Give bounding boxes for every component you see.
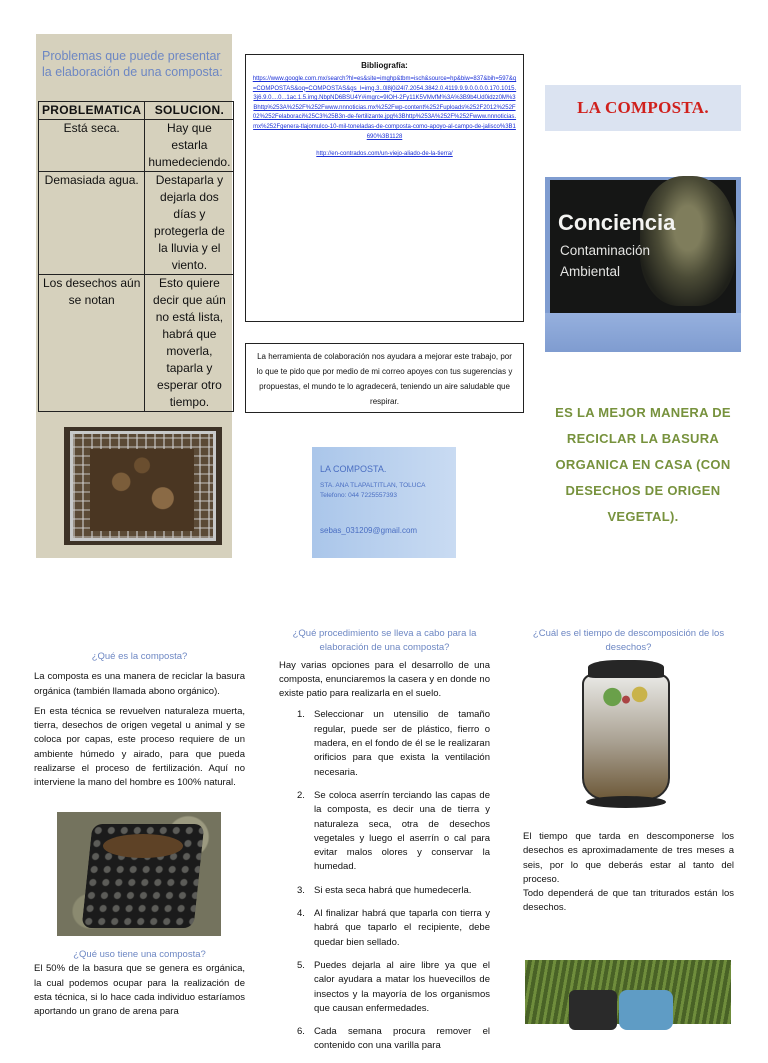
table-header-row — [39, 102, 234, 120]
table-cell: Los desechos aún se notan — [39, 275, 145, 412]
drum-base — [586, 796, 666, 808]
question-heading: ¿Qué es la composta? — [91, 651, 188, 662]
bibliography-link[interactable]: https://www.google.com.mx/search?hl=es&site=imghp&tbm=isch&source=hp&biw=837&bih=597&q=COMPOSTAS&oq=COMPOSTAS&gs_l=img.3..0l8j0i24l7.2054.3842.0.4119.9.9.0.0.0.0.170.1015.3j6.9.0....0...1ac.1.5.img.NbpND6BSU4Y#imgrc=9IOH-2Fy11K5VMvfM%3A%3B9b4Ud0idzz0M%3Bhttp%253A%252F%252Fwww.nnnoticias.mx%252Fwp-content%252Fuploads%252F2012%252F02%252Felaboraci%25C3%25B3n-de-fertilizante.jpg%3Bhttp%253A%252F%252Fwww.nnnoticias.mx%252Fgenera-tlajomulco-10-mil-toneladas-de-composta-como-apoyo-al-campo-de-jalisco%3B1690%3B1128 — [252, 76, 517, 140]
banner-image — [550, 180, 736, 313]
question-heading: ¿Cuál es el tiempo de descomposición de los desechos? — [532, 628, 725, 654]
contact-card — [312, 447, 456, 558]
list-item: 1. Seleccionar un utensilio de tamaño regular, puede ser de plástico, fierro o madera, en el fondo de él se le realizaran orificios para que exista la ventilación necesaria. — [297, 709, 490, 778]
paragraph: El 50% de la basura que se genera es orgánica, la cual podemos ocupar para la realización de esta técnica, si lo hace cada individuo estaríamos aportando un grano de arena para — [34, 963, 245, 1018]
banner-line-1: Conciencia — [558, 210, 676, 235]
bibliography-box — [245, 54, 524, 322]
column-1-lower — [34, 948, 245, 1019]
tagline: ES LA MEJOR MANERA DE RECICLAR LA BASURA ORGANICA EN CASA (CON DESECHOS DE ORIGEN VEGETAL). — [555, 405, 731, 524]
column-2 — [279, 627, 490, 1063]
paragraph: Hay varias opciones para el desarrollo de una composta, enunciaremos la casera y en donde no existe patio para realizarla en el suelo. — [279, 659, 490, 700]
column-3 — [523, 627, 734, 662]
header-solucion: SOLUCION. — [145, 102, 234, 120]
table-cell: Esto quiere decir que aún no está lista, habrá que moverla, taparla y esperar otro tiempo. — [145, 275, 234, 412]
banner-line-3: Ambiental — [560, 264, 621, 279]
soil-shape — [90, 449, 194, 531]
contact-email[interactable]: sebas_031209@gmail.com — [320, 526, 418, 535]
question-heading: ¿Qué procedimiento se lleva a cabo para la elaboración de una composta? — [292, 628, 477, 654]
list-item: 4. Al finalizar habrá que taparla con tierra y habrá que taparlo el recipiente, debe quedar bien sellado. — [297, 908, 490, 948]
table-row — [39, 275, 234, 412]
compost-bin-photo — [57, 812, 221, 936]
conciencia-banner — [545, 177, 741, 352]
page-title: LA COMPOSTA. — [577, 98, 709, 117]
table-cell: Destaparla y dejarla dos días y protegerla de la lluvia y el viento. — [145, 172, 234, 275]
compost-drum-photo — [580, 660, 672, 810]
question-heading: ¿Qué uso tiene una composta? — [73, 949, 206, 960]
list-item: 5. Puedes dejarla al aire libre ya que el calor ayudara a matar los huevecillos de insectos y la mayoría de los organismos que causan enfermedades. — [297, 959, 490, 1014]
face-shape — [640, 176, 736, 306]
table-cell: Demasiada agua. — [39, 172, 145, 275]
list-item: 2. Se coloca aserrín terciando las capas de la composta, es decir una de tierra y naturaleza seca, otra de desechos vegetales y luego el aserrín o cal para evitar malos olores y conservar la humedad. — [297, 789, 490, 873]
drum-lid — [588, 660, 664, 678]
problems-table — [38, 101, 234, 412]
contact-title: LA COMPOSTA. — [320, 464, 387, 474]
list-item: 3. Si esta seca habrá que humedecerla. — [297, 884, 472, 896]
paragraph: En esta técnica se revuelven naturaleza muerta, tierra, desechos de origen vegetal u animal y se coloca por capas, este proceso requiere de un ambiente húmedo y airado, para que pueda realizarse el proceso de fertilización. Aquí no interviene la mano del hombre es 100% natural. — [34, 705, 245, 789]
compost-basket-photo — [64, 427, 222, 545]
banner-strip — [545, 313, 741, 352]
bibliography-link[interactable]: http://en-contrados.com/un-viejo-aliado-de-la-tierra/ — [316, 151, 453, 158]
column-1 — [34, 650, 245, 797]
paragraph: El tiempo que tarda en descomponerse los desechos es aproximadamente de tres meses a seis, por lo que deberás estar al tanto del proceso. — [523, 831, 734, 885]
bibliography-title: Bibliografía: — [361, 61, 408, 70]
table-row — [39, 172, 234, 275]
table-row — [39, 120, 234, 172]
list-item: 6. Cada semana procura remover el contenido con una varilla para — [297, 1026, 490, 1052]
title-box — [545, 85, 741, 131]
table-cell: Hay que estarla humedeciendo. — [145, 120, 234, 172]
banner-line-2: Contaminación — [560, 243, 651, 258]
topsoil-shape — [103, 834, 183, 858]
steps-list — [279, 708, 490, 1053]
paragraph: La composta es una manera de reciclar la basura orgánica (también llamada abono orgánico). — [34, 671, 245, 697]
bin-shape — [569, 990, 617, 1030]
problems-heading: Problemas que puede presentar la elaboración de una composta: — [42, 49, 223, 79]
contact-phone: Telefono: 044 7225557393 — [320, 492, 397, 499]
column-3-lower — [523, 830, 734, 916]
drum-contents — [592, 684, 660, 710]
collaboration-box: La herramienta de colaboración nos ayudara a mejorar este trabajo, por lo que te pido que por medio de mi correo apoyes con tus sugerencias y propuestas, el mundo te lo agradecerá, teniendo un aire saludable que respirar. — [245, 343, 524, 413]
garden-compost-photo — [525, 960, 731, 1024]
table-cell: Está seca. — [39, 120, 145, 172]
bag-shape — [619, 990, 673, 1030]
header-problematica: PROBLEMATICA — [39, 102, 145, 120]
contact-address: STA. ANA TLAPALTITLAN, TOLUCA — [320, 482, 426, 489]
paragraph: Todo dependerá de que tan triturados están los desechos. — [523, 888, 734, 914]
